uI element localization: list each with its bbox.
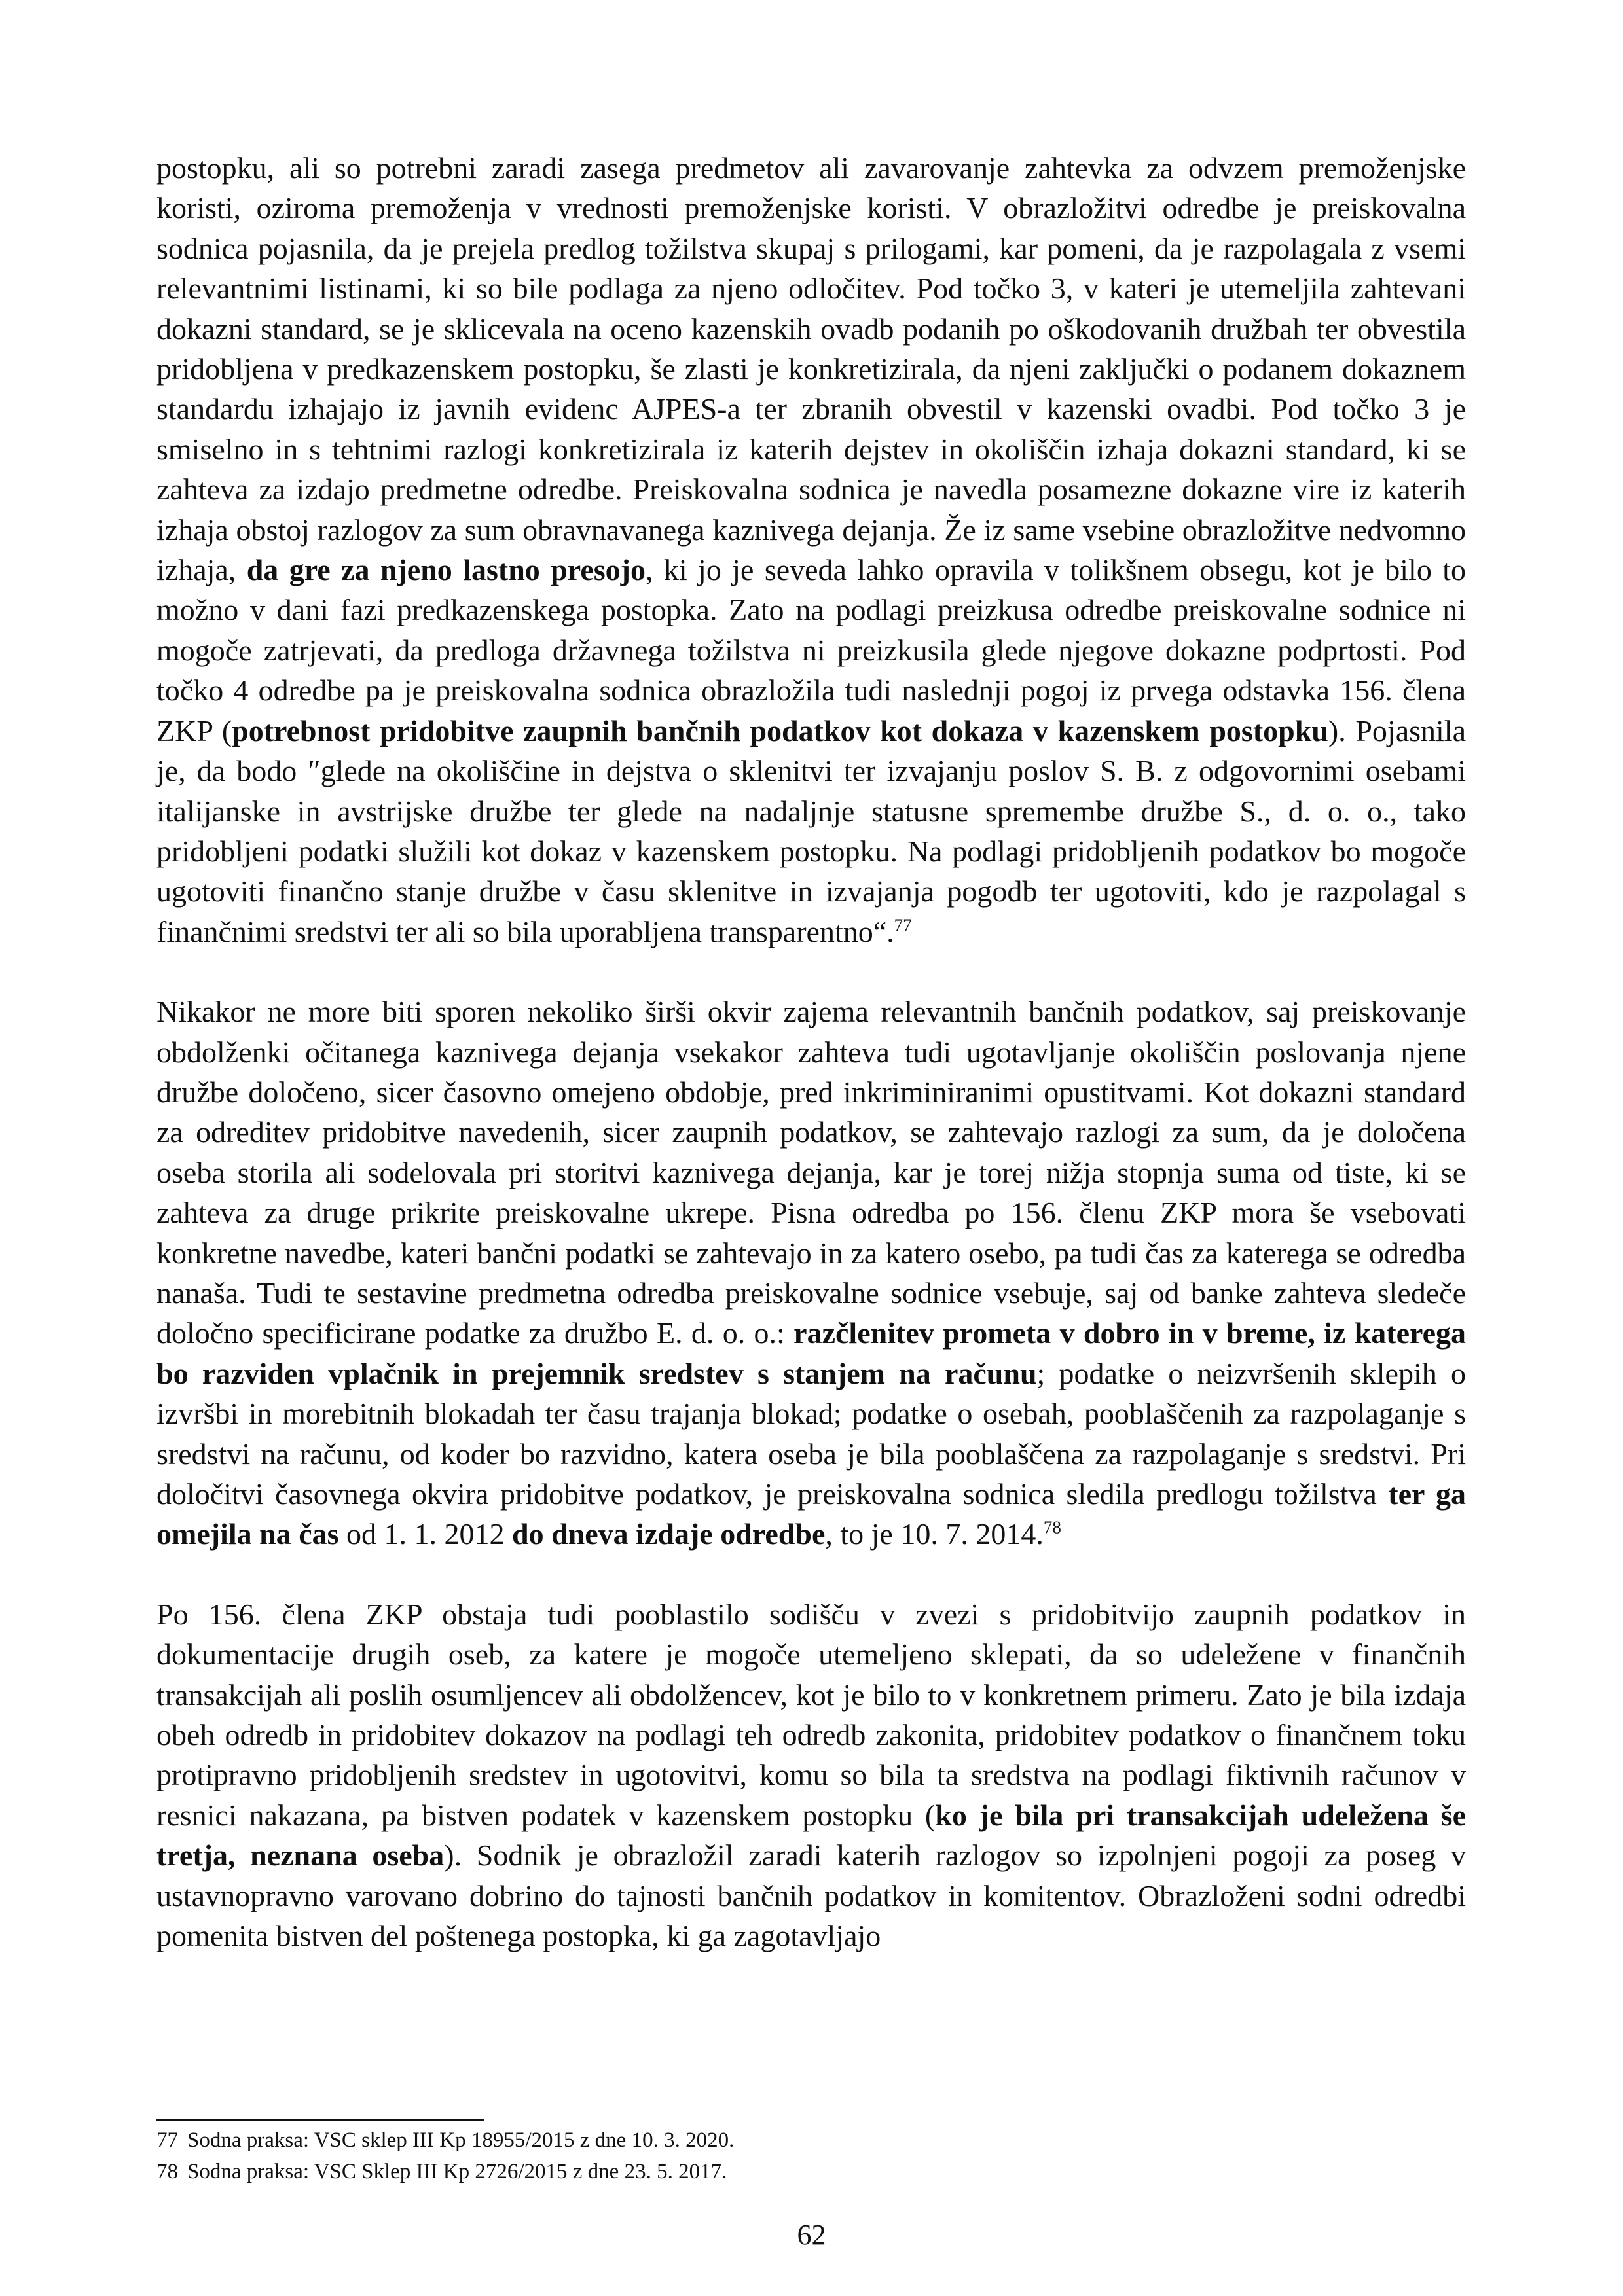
paragraph-text: postopku, ali so potrebni zaradi zasega predmetov ali zavarovanje zahtevka za odvzem premoženjske koristi, oziroma premoženja v vrednosti premoženjske koristi. V obrazložitvi odredbe je preiskovalna sodnica pojasnila, da je prejela predlog tožilstva skupaj s prilogami, kar pomeni, da je razpolagala z vsemi relevantnimi listinami, ki so bile podlaga za njeno odločitev. Pod točko 3, v kateri je utemeljila zahtevani dokazni standard, se je sklicevala na oceno kazenskih ovadb podanih po oškodovanih družbah ter obvestila pridobljena v predkazenskem postopku, še zlasti je konkretizirala, da njeni zaključki o podanem dokaznem standardu izhajajo iz javnih evidenc AJPES-a ter zbranih obvestil v kazenski ovadbi. Pod točko 3 je smiselno in s tehtnimi razlogi konkretizirala iz katerih dejstev in okoliščin izhaja dokazni standard, ki se zahteva za izdajo predmetne odredbe. Preiskovalna sodnica je navedla posamezne dokazne vire iz katerih izhaja obstoj razlogov za sum obravnavanega kaznivega dejanja. Že iz same vsebine obrazložitve nedvomno izhaja, bbox=[156, 151, 1466, 587]
paragraph-text: , ki jo je seveda lahko opravila v tolikšnem obsegu, kot je bilo to možno v dani fazi predkazenskega postopka. Zato na podlagi preizkusa odredbe preiskovalne sodnice ni mogoče zatrjevati, da predloga državnega tožilstva ni preizkusila glede njegove dokazne podprtosti. Pod točko 4 odredbe pa je preiskovalna sodnica obrazložila tudi naslednji pogoj iz prvega odstavka 156. člena ZKP ( bbox=[156, 553, 1467, 747]
emphasized-text: da gre za njeno lastno presojo bbox=[246, 553, 646, 587]
paragraph-text: Nikakor ne more biti sporen nekoliko širši okvir zajema relevantnih bančnih podatkov, saj preiskovanje obdolženki očitanega kaznivega dejanja vsekakor zahteva tudi ugotavljanje okoliščin poslovanja njene družbe določeno, sicer časovno omejeno obdobje, pred inkriminiranimi opustitvami. Kot dokazni standard za odreditev pridobitve navedenih, sicer zaupnih podatkov, se zahtevajo razlogi za sum, da je določena oseba storila ali sodelovala pri storitvi kaznivega dejanja, kar je torej nižja stopnja suma od tiste, ki se zahteva za druge prikrite preiskovalne ukrepe. Pisna odredba po 156. členu ZKP mora še vsebovati konkretne navedbe, kateri bančni podatki se zahtevajo in za katero osebo, pa tudi čas za katerega se odredba nanaša. Tudi te sestavine predmetna odredba preiskovalne sodnice vsebuje, saj od banke zahteva sledeče določno specificirane podatke za družbo E. d. o. o.: bbox=[156, 995, 1466, 1350]
page-number: 62 bbox=[797, 2219, 826, 2251]
paragraph-text: ). Pojasnila je, da bodo ″glede na okoliščine in dejstva o sklenitvi ter izvajanju poslov S. B. z odgovornimi osebami italijanske in avstrijske družbe ter glede na nadaljnje statusne spremembe družbe S., d. o. o., tako pridobljeni podatki služili kot dokaz v kazenskem postopku. Na podlagi pridobljenih podatkov bo mogoče ugotoviti finančno stanje družbe v času sklenitve in izvajanja pogodb ter ugotoviti, kdo je razpolagal s finančnimi sredstvi ter ali so bila uporabljena transparentno“. bbox=[156, 713, 1466, 948]
paragraph bbox=[156, 148, 1466, 952]
paragraph bbox=[156, 992, 1466, 1554]
paragraph-text: ; podatke o neizvršenih sklepih o izvršbi in morebitnih blokadah ter času trajanja blokad; podatke o osebah, pooblaščenih za razpolaganje s sredstvi na računu, od koder bo razvidno, katera oseba je bila pooblaščena za razpolaganje s sredstvi. Pri določitvi časovnega okvira pridobitve podatkov, je preiskovalna sodnica sledila predlogu tožilstva bbox=[156, 1356, 1466, 1511]
footnote-reference: 78 bbox=[1043, 1518, 1061, 1538]
emphasized-text: potrebnost pridobitve zaupnih bančnih podatkov kot dokaza v kazenskem postopku bbox=[232, 713, 1328, 747]
paragraph-text: , to je 10. 7. 2014. bbox=[825, 1517, 1044, 1551]
paragraph-text: od 1. 1. 2012 bbox=[338, 1517, 513, 1551]
footnote-77 bbox=[156, 2125, 1466, 2156]
footnote-text: Sodna praksa: VSC sklep III Kp 18955/2015 z dne 10. 3. 2020. bbox=[187, 2128, 735, 2152]
paragraph-text: ). Sodnik je obrazložil zaradi katerih razlogov so izpolnjeni pogoji za poseg v ustavnopravno varovano dobrino do tajnosti bančnih podatkov in komitentov. Obrazloženi sodni odredbi pomenita bistven del poštenega postopka, ki ga zagotavljajo bbox=[156, 1839, 1466, 1953]
emphasized-text: ter ga omejila na čas bbox=[156, 1477, 1466, 1551]
footnote-reference: 77 bbox=[894, 915, 912, 935]
footnotes bbox=[156, 2125, 1466, 2187]
footnote-separator bbox=[156, 2119, 484, 2121]
emphasized-text: do dneva izdaje odredbe bbox=[512, 1517, 826, 1551]
footnote-number: 77 bbox=[156, 2128, 178, 2152]
footnote-number: 78 bbox=[156, 2160, 178, 2183]
footnote-78 bbox=[156, 2156, 1466, 2187]
paragraph bbox=[156, 1594, 1466, 1956]
footnote-text: Sodna praksa: VSC Sklep III Kp 2726/2015 z dne 23. 5. 2017. bbox=[187, 2160, 727, 2183]
emphasized-text: razčlenitev prometa v dobro in v breme, iz katerega bo razviden vplačnik in prejemnik sredstev s stanjem na računu bbox=[156, 1316, 1466, 1390]
emphasized-text: ko je bila pri transakcijah udeležena še tretja, neznana oseba bbox=[156, 1798, 1466, 1873]
body-text bbox=[156, 148, 1466, 1956]
paragraph-text: Po 156. člena ZKP obstaja tudi pooblastilo sodišču v zvezi s pridobitvijo zaupnih podatkov in dokumentacije drugih oseb, za katere je mogoče utemeljeno sklepati, da so udeležene v finančnih transakcijah ali poslih osumljencev ali obdolžencev, kot je bilo to v konkretnem primeru. Zato je bila izdaja obeh odredb in pridobitev dokazov na podlagi teh odredb zakonita, pridobitev podatkov o finančnem toku protipravno pridobljenih sredstev in ugotovitvi, komu so bila ta sredstva na podlagi fiktivnih računov v resnici nakazana, pa bistven podatek v kazenskem postopku ( bbox=[156, 1597, 1466, 1832]
